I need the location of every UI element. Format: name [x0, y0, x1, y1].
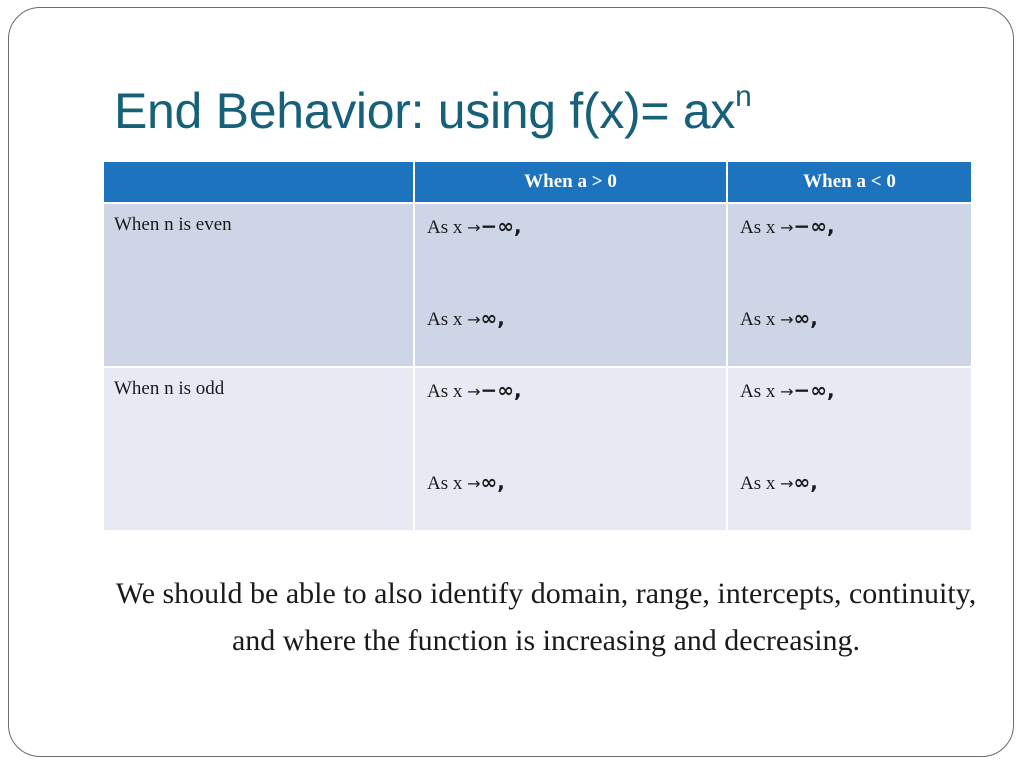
header-cell-a-positive: When a > 0	[414, 162, 727, 203]
cell-line-bottom	[427, 470, 505, 495]
limit-value: ∞,	[793, 470, 818, 494]
limit-value: −∞,	[793, 214, 835, 238]
limit-value: −∞,	[480, 378, 522, 402]
limit-value: −∞,	[480, 214, 522, 238]
table-row-n-odd	[103, 367, 972, 531]
cell-line-top	[740, 378, 961, 403]
table-row-n-even	[103, 203, 972, 367]
cell-odd-a-positive	[414, 367, 727, 531]
limit-value: ∞,	[480, 470, 505, 494]
line-prefix: As x	[427, 309, 468, 330]
cell-line-bottom	[740, 306, 818, 331]
cell-line-top	[427, 214, 716, 239]
line-prefix: As x	[740, 381, 781, 402]
slide-note: We should be able to also identify domain, range, intercepts, continuity, and where the function is increasing and decreasing.	[115, 577, 977, 657]
cell-line-top	[740, 214, 961, 239]
right-arrow-icon: →	[467, 382, 481, 401]
limit-value: ∞,	[480, 306, 505, 330]
line-prefix: As x	[740, 217, 781, 238]
slide-title	[114, 82, 751, 140]
line-prefix: As x	[427, 217, 468, 238]
cell-line-top	[427, 378, 716, 403]
title-exponent: n	[735, 80, 752, 114]
row-label-n-even: When n is even	[103, 203, 414, 367]
limit-value: −∞,	[793, 378, 835, 402]
line-prefix: As x	[740, 473, 781, 494]
line-prefix: As x	[427, 473, 468, 494]
cell-even-a-negative	[727, 203, 972, 367]
title-text: End Behavior: using f(x)= ax	[114, 83, 736, 139]
line-prefix: As x	[427, 381, 468, 402]
row-label-n-odd: When n is odd	[103, 367, 414, 531]
header-cell-corner	[103, 162, 414, 203]
cell-line-bottom	[427, 306, 505, 331]
cell-even-a-positive	[414, 203, 727, 367]
line-prefix: As x	[740, 309, 781, 330]
right-arrow-icon: →	[780, 310, 794, 329]
header-cell-a-negative: When a < 0	[727, 162, 972, 203]
right-arrow-icon: →	[780, 382, 794, 401]
right-arrow-icon: →	[467, 218, 481, 237]
right-arrow-icon: →	[780, 474, 794, 493]
right-arrow-icon: →	[467, 310, 481, 329]
table-header-row	[103, 162, 972, 203]
end-behavior-table	[102, 162, 973, 532]
right-arrow-icon: →	[780, 218, 794, 237]
cell-line-bottom	[740, 470, 818, 495]
cell-odd-a-negative	[727, 367, 972, 531]
limit-value: ∞,	[793, 306, 818, 330]
right-arrow-icon: →	[467, 474, 481, 493]
